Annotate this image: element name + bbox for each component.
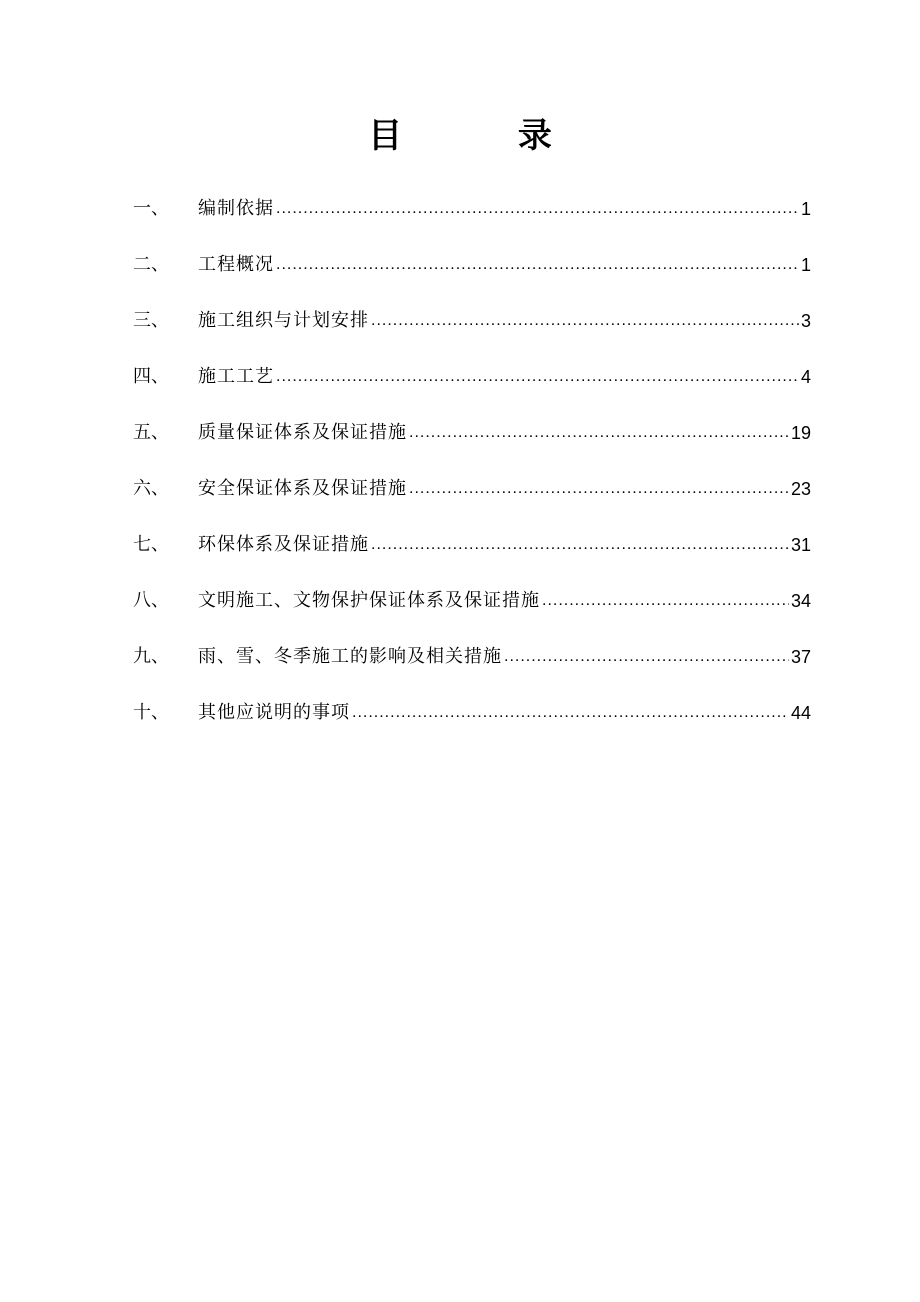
toc-title: 施工工艺 — [198, 366, 274, 387]
toc-leader-dots — [409, 418, 789, 448]
toc-page-number: 23 — [790, 479, 811, 499]
toc-title: 施工组织与计划安排 — [198, 310, 369, 331]
toc-page-number: 1 — [800, 199, 811, 219]
toc-entry-3[interactable] — [133, 306, 811, 362]
toc-number: 四、 — [133, 366, 169, 387]
toc-leader-dots — [371, 306, 799, 336]
toc-entry-4[interactable] — [133, 362, 811, 418]
toc-title: 工程概况 — [198, 254, 274, 275]
toc-title: 文明施工、文物保护保证体系及保证措施 — [198, 590, 540, 611]
toc-page-number: 37 — [790, 647, 811, 667]
toc-title: 其他应说明的事项 — [198, 702, 350, 723]
toc-number: 五、 — [133, 422, 169, 443]
toc-title: 质量保证体系及保证措施 — [198, 422, 407, 443]
page-title: 目 录 — [368, 116, 604, 156]
toc-number: 三、 — [133, 310, 169, 331]
toc-leader-dots — [409, 474, 789, 504]
toc-leader-dots — [352, 698, 789, 728]
toc-entry-10[interactable] — [133, 698, 811, 754]
toc-number: 七、 — [133, 534, 169, 555]
toc-number: 九、 — [133, 646, 169, 667]
toc-page-number: 31 — [790, 535, 811, 555]
toc-entry-9[interactable] — [133, 642, 811, 698]
toc-entry-8[interactable] — [133, 586, 811, 642]
toc-leader-dots — [542, 586, 789, 616]
toc-leader-dots — [371, 530, 789, 560]
toc-title: 环保体系及保证措施 — [198, 534, 369, 555]
toc-number: 一、 — [133, 198, 169, 219]
toc-number: 二、 — [133, 254, 169, 275]
toc-number: 十、 — [133, 702, 169, 723]
toc-title: 雨、雪、冬季施工的影响及相关措施 — [198, 646, 502, 667]
toc-entry-2[interactable] — [133, 250, 811, 306]
toc-leader-dots — [504, 642, 789, 672]
toc-entry-7[interactable] — [133, 530, 811, 586]
table-of-contents — [133, 194, 811, 754]
toc-page-number: 3 — [800, 311, 811, 331]
toc-leader-dots — [276, 194, 799, 224]
toc-leader-dots — [276, 250, 799, 280]
toc-page-number: 34 — [790, 591, 811, 611]
toc-page-number: 44 — [790, 703, 811, 723]
toc-entry-6[interactable] — [133, 474, 811, 530]
toc-number: 八、 — [133, 590, 169, 611]
toc-number: 六、 — [133, 478, 169, 499]
toc-page-number: 19 — [790, 423, 811, 443]
toc-entry-1[interactable] — [133, 194, 811, 250]
toc-title: 安全保证体系及保证措施 — [198, 478, 407, 499]
toc-page-number: 4 — [800, 367, 811, 387]
toc-page-number: 1 — [800, 255, 811, 275]
toc-title: 编制依据 — [198, 198, 274, 219]
toc-leader-dots — [276, 362, 799, 392]
toc-entry-5[interactable] — [133, 418, 811, 474]
